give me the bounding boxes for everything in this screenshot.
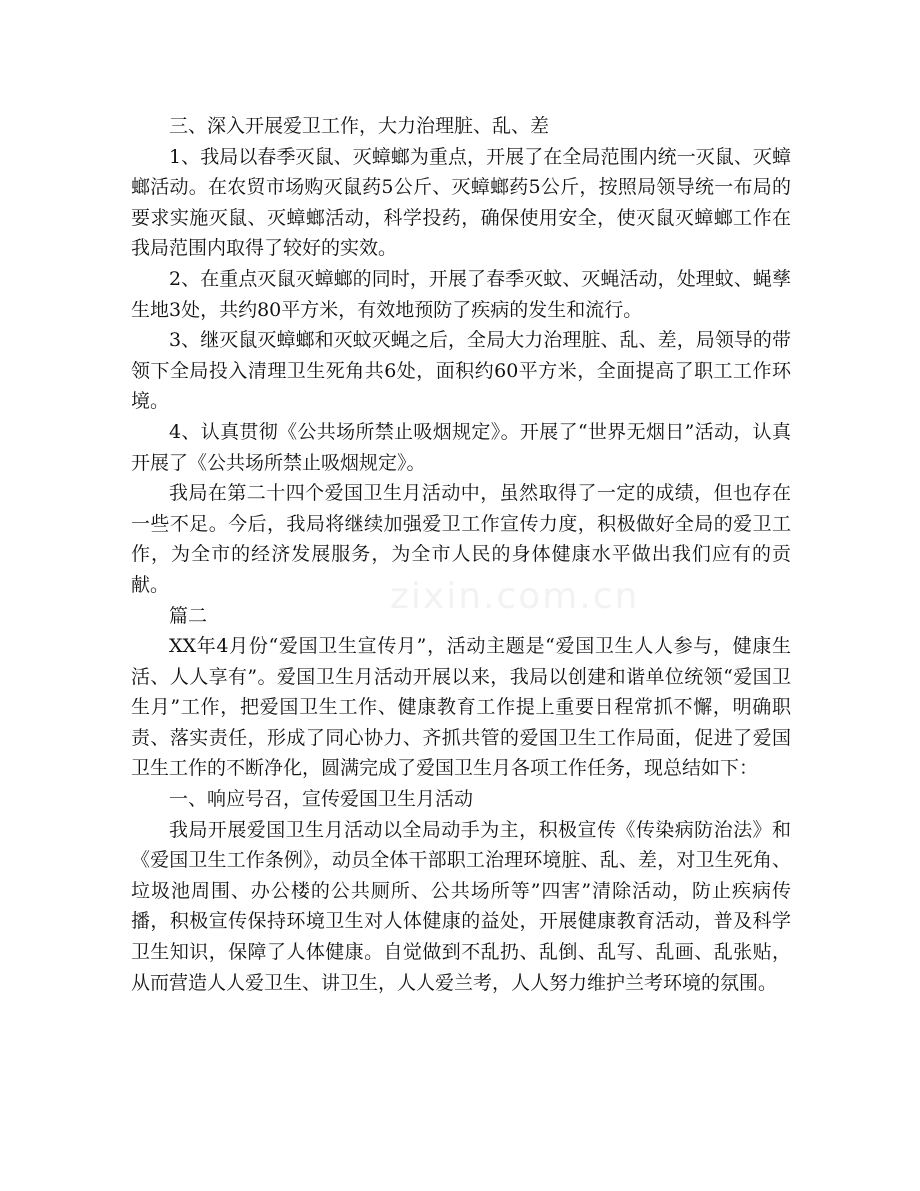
body-paragraph: XX年4月份“爱国卫生宣传月”，活动主题是“爱国卫生人人参与，健康生活、人人享有”。爱国卫生月活动开展以来，我局以创建和谐单位统领“爱国卫生月”工作，把爱国卫生工作、健康教育工作提上重要日程常抓不懈，明确职责、落实责任，形成了同心协力、齐抓共管的爱国卫生工作局面，促进了爱国卫生工作的不断净化，圆满完成了爱国卫生月各项工作任务，现总结如下： (131, 635, 791, 780)
body-paragraph: 我局开展爱国卫生月活动以全局动手为主，积极宣传《传染病防治法》和《爱国卫生工作条例》，动员全体干部职工治理环境脏、乱、差，对卫生死角、垃圾池周围、办公楼的公共厕所、公共场所等”四害”清除活动，防止疾病传播，积极宣传保持环境卫生对人体健康的益处，开展健康教育活动，普及科学卫生知识，保障了人体健康。自觉做到不乱扔、乱倒、乱写、乱画、乱张贴，从而营造人人爱卫生、讲卫生，人人爱兰考，人人努力维护兰考环境的氛围。 (131, 818, 791, 994)
body-paragraph: 4、认真贯彻《公共场所禁止吸烟规定》。开展了“世界无烟日”活动，认真开展了《公共场所禁止吸烟规定》。 (131, 420, 791, 474)
document-body (131, 111, 791, 998)
body-paragraph: 3、继灭鼠灭蟑螂和灭蚊灭蝇之后，全局大力治理脏、乱、差，局领导的带领下全局投入清理卫生死角共6处，面积约60平方米，全面提高了职工工作环境。 (131, 329, 791, 413)
watermark: zixin.com.cn (390, 576, 640, 617)
body-paragraph: 2、在重点灭鼠灭蟑螂的同时，开展了春季灭蚊、灭蝇活动，处理蚊、蝇孳生地3处，共约80平方米，有效地预防了疾病的发生和流行。 (131, 267, 791, 321)
section-heading: 三、深入开展爱卫工作，大力治理脏、乱、差 (169, 115, 550, 137)
part-heading: 篇二 (169, 604, 208, 627)
body-paragraph: 我局在第二十四个爱国卫生月活动中，虽然取得了一定的成绩，但也存在一些不足。今后，我局将继续加强爱卫工作宣传力度，积极做好全局的爱卫工作，为全市的经济发展服务，为全市人民的身体健康水平做出我们应有的贡献。 (131, 482, 791, 596)
section-heading: 一、响应号召，宣传爱国卫生月活动 (169, 788, 474, 811)
body-paragraph: 1、我局以春季灭鼠、灭蟑螂为重点，开展了在全局范围内统一灭鼠、灭蟑螂活动。在农贸市场购灭鼠药5公斤、灭蟑螂药5公斤，按照局领导统一布局的要求实施灭鼠、灭蟑螂活动，科学投药，确保使用安全，使灭鼠灭蟑螂工作在我局范围内取得了较好的实效。 (131, 145, 791, 260)
